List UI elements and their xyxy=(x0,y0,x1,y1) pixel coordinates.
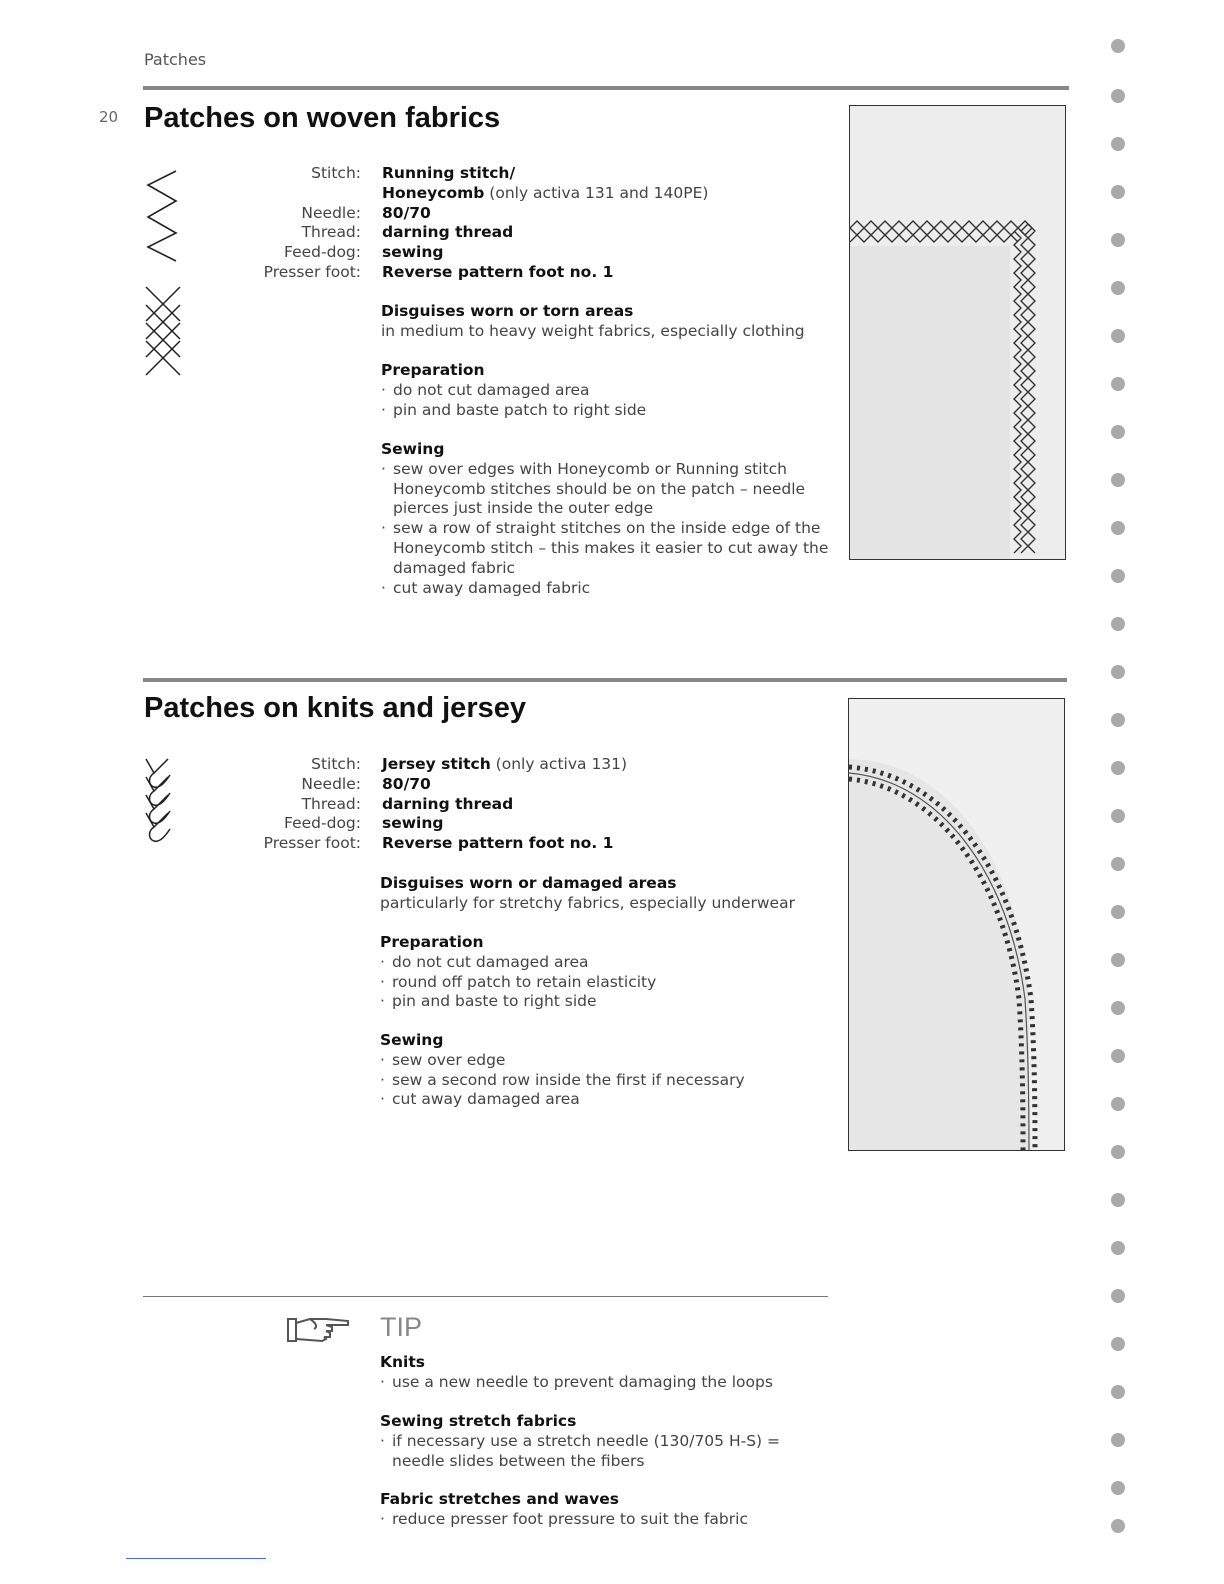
running-head: Patches xyxy=(144,50,207,69)
spec-value: Reverse pattern foot no. 1 xyxy=(382,262,614,281)
preparation-heading: Preparation xyxy=(381,361,485,379)
spiral-binding xyxy=(1100,30,1140,1540)
intro-text: particularly for stretchy fabrics, especially underwear xyxy=(380,893,795,912)
intro-heading: Disguises worn or torn areas xyxy=(381,302,634,320)
spec-note: (only activa 131 and 140PE) xyxy=(484,183,709,202)
spec-row xyxy=(144,243,844,263)
list-item: · sew over edges with Honeycomb or Running stitch Honeycomb stitches should be on the patch – needle pierces just inside the outer edge xyxy=(381,460,831,519)
list-item: · do not cut damaged area xyxy=(380,953,840,973)
list-item: · use a new needle to prevent damaging the loops xyxy=(380,1373,800,1393)
spec-row xyxy=(144,204,844,224)
list-item: · reduce presser foot pressure to suit the fabric xyxy=(380,1510,800,1530)
spec-label: Feed-dog: xyxy=(284,243,361,262)
tip-label: TIP xyxy=(380,1312,423,1342)
section1-spec-table xyxy=(144,164,844,283)
section2-title: Patches on knits and jersey xyxy=(144,692,526,724)
spec-label: Needle: xyxy=(301,203,361,222)
spec-row xyxy=(144,755,844,775)
spec-value: sewing xyxy=(382,814,444,833)
spec-label: Needle: xyxy=(301,774,361,793)
section2-intro xyxy=(380,874,840,914)
spec-value: 80/70 xyxy=(382,774,431,793)
list-item: · sew over edge xyxy=(380,1051,840,1071)
page-number: 20 xyxy=(99,108,119,126)
header-rule xyxy=(143,86,1069,90)
tip-heading: Fabric stretches and waves xyxy=(380,1490,619,1508)
spec-row xyxy=(144,184,844,204)
footer-line xyxy=(126,1558,266,1559)
spec-label: Thread: xyxy=(301,794,361,813)
list-item: · do not cut damaged area xyxy=(381,381,841,401)
list-item: · sew a second row inside the first if necessary xyxy=(380,1071,840,1091)
spec-value: Reverse pattern foot no. 1 xyxy=(382,834,614,853)
spec-label: Stitch: xyxy=(311,755,361,773)
section-divider xyxy=(143,678,1067,682)
tip-group-stretch xyxy=(380,1412,780,1471)
pointing-hand-icon xyxy=(286,1313,352,1343)
sewing-heading: Sewing xyxy=(380,1031,444,1049)
tip-rule xyxy=(143,1296,828,1297)
tip-group-waves xyxy=(380,1490,800,1530)
spec-value: Honeycomb xyxy=(382,183,485,202)
intro-heading: Disguises worn or damaged areas xyxy=(380,874,677,892)
honeycomb-stitch-icon xyxy=(146,287,180,375)
spec-row xyxy=(144,775,844,795)
spec-note: (only activa 131) xyxy=(490,755,628,773)
list-item: · if necessary use a stretch needle (130/705 H-S) = needle slides between the fibers xyxy=(380,1432,780,1472)
spec-value: darning thread xyxy=(382,794,514,813)
tip-heading: Sewing stretch fabrics xyxy=(380,1412,577,1430)
spec-value: Running stitch/ xyxy=(382,164,516,182)
sewing-heading: Sewing xyxy=(381,440,445,458)
section1-title: Patches on woven fabrics xyxy=(144,102,501,134)
section2-sewing xyxy=(380,1031,840,1110)
spec-value: Jersey stitch xyxy=(382,755,491,773)
list-item: · cut away damaged fabric xyxy=(381,579,831,599)
spec-label xyxy=(144,184,382,204)
spec-label: Thread: xyxy=(301,223,361,242)
list-item: · round off patch to retain elasticity xyxy=(380,973,840,993)
spec-row xyxy=(144,164,844,184)
knit-patch-photo xyxy=(848,698,1065,1151)
spec-label: Feed-dog: xyxy=(284,814,361,833)
spec-value: sewing xyxy=(382,243,444,262)
spec-row xyxy=(144,795,844,815)
section2-preparation xyxy=(380,933,840,1012)
spec-value: darning thread xyxy=(382,223,514,242)
spec-label: Presser foot: xyxy=(263,262,361,281)
section1-sewing xyxy=(381,440,831,598)
spec-row xyxy=(144,263,844,283)
spec-row xyxy=(144,223,844,243)
list-item: · pin and baste to right side xyxy=(380,992,840,1012)
section1-preparation xyxy=(381,361,841,420)
preparation-heading: Preparation xyxy=(380,933,484,951)
spec-row xyxy=(144,814,844,834)
list-item: · pin and baste patch to right side xyxy=(381,401,841,421)
list-item: · sew a row of straight stitches on the inside edge of the Honeycomb stitch – this makes it easier to cut away the damaged fabric xyxy=(381,519,831,578)
list-item: · cut away damaged area xyxy=(380,1090,840,1110)
tip-group-knits xyxy=(380,1353,800,1393)
woven-patch-photo xyxy=(849,105,1066,560)
section1-intro xyxy=(381,302,841,342)
section2-spec-table xyxy=(144,755,844,854)
spec-label: Presser foot: xyxy=(263,834,361,853)
spec-value: 80/70 xyxy=(382,203,431,222)
tip-heading: Knits xyxy=(380,1353,425,1371)
spec-row xyxy=(144,834,844,854)
spec-label: Stitch: xyxy=(311,164,361,182)
intro-text: in medium to heavy weight fabrics, especially clothing xyxy=(381,321,805,340)
